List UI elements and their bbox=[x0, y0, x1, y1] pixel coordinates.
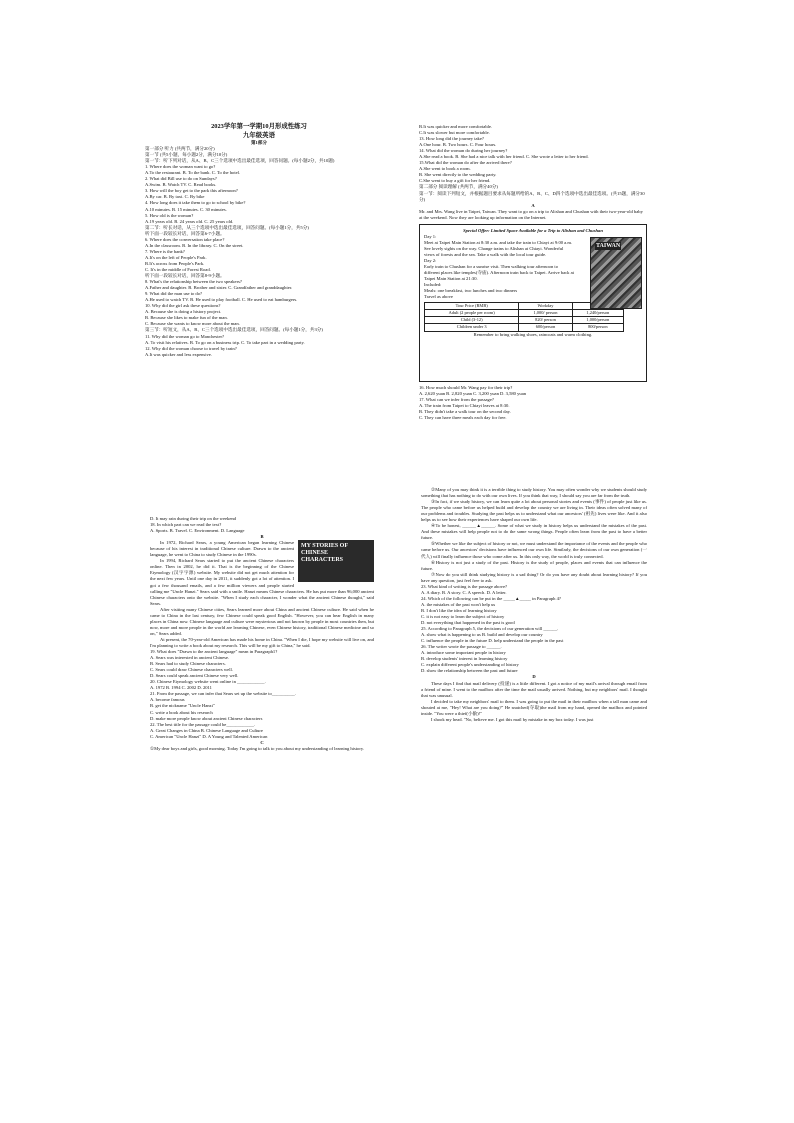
text-line: A.19 years old. B. 24 years old. C. 25 years old. bbox=[145, 218, 234, 224]
text-line: 听下面一段较长对话，回答第8-9小题。 bbox=[145, 273, 225, 279]
text-line: A. 2,620 yuan B. 2,820 yuan C. 3,200 yuan D. 3,580 yuan bbox=[419, 390, 527, 396]
table-cell: Adult (2 people per room) bbox=[425, 310, 519, 317]
column-1 bbox=[145, 122, 373, 358]
text-line: C. American "Uncle Hanzi" D. A Young and Talented American bbox=[150, 733, 268, 739]
ad-line: Day 1: bbox=[424, 233, 437, 239]
text-line: 8. What's the relationship between the two speakers? bbox=[145, 279, 242, 285]
text-line: D bbox=[532, 674, 536, 680]
paragraph: ⑦Now do you still think studying history is a sad thing? Or do you have any doubt about learning history? If you have any question, just feel free to ask. bbox=[421, 571, 647, 583]
paragraph: In 1972, Richard Sears, a young American began learning Chinese because of his interest in traditional Chinese culture. Drawn to the ancient language, he went to China to study Chinese in the 1990s. bbox=[150, 540, 294, 558]
text-line: 10. Why did the girl ask these questions? bbox=[145, 303, 221, 309]
table-row bbox=[425, 324, 624, 331]
ad-body bbox=[424, 234, 574, 301]
table-row bbox=[425, 317, 624, 324]
paragraph: These days I find that mail delivery (投递) is a little different. I got a notice of my mail's arrival through email from a friend of mine. I went to the mailbox after the time the mail usually arrived. Nothing, but my neighbors' mail. I thought that was unusual. bbox=[421, 680, 647, 698]
text-line: A.Swim. B. Watch TV. C. Read books. bbox=[145, 182, 217, 188]
text-line: A.To the restaurant. B. To the bank. C. To the hotel. bbox=[145, 170, 241, 176]
ad-line: Meet at Taipei Main Station at 8:30 a.m. and take the train to Chiayi at 9:00 a.m. See lovely sights on the way. Change trains to Alishan at Chiayi. Wonderful views of forests and the sea. Take a walk with the local tour guide. bbox=[424, 239, 573, 257]
text-line: A. introduce some important people in history bbox=[421, 650, 506, 656]
table-header-cell: Tour Price (RMB) bbox=[425, 303, 519, 310]
text-line: 4. How long does it take them to go to school by bike? bbox=[145, 200, 246, 206]
text-line: 5. How old is the woman? bbox=[145, 212, 194, 218]
text-line: D. make more people know about ancient Chinese characters bbox=[150, 715, 263, 721]
table-header-cell: Workday bbox=[519, 303, 572, 310]
text-line: A. show what is happening to us B. build and develop our country bbox=[421, 632, 543, 638]
paragraph: ③In fact, if we study history, we can learn quite a lot about personal stories and events (事件) of people just like us. The people who came before us helped build and develop the country we are living in. Their ideas often solved many of our problems and troubles. Studying the past helps us to understand what our ancestors' (祖先) lives were like. And it also helps us to see how their experiences have shaped our own life. bbox=[421, 499, 647, 523]
text-line: ①My dear boys and girls, good morning. Today I'm going to talk to you about my understanding of learning history. bbox=[150, 745, 364, 751]
passage-d bbox=[421, 681, 647, 723]
text-line: B. She went directly to the wedding party. bbox=[419, 172, 497, 178]
text-line: 第一节 (共5小题，每小题2分，满分10分) bbox=[145, 152, 228, 158]
ad-note: Remember to bring walking shoes, raincoats and warm clothing. bbox=[473, 331, 593, 337]
text-line: B. They didn't take a walk tour on the second day. bbox=[419, 408, 511, 414]
text-line: A. the mistakes of the past won't help us bbox=[421, 601, 496, 607]
text-line: A.One hour. B. Two hours. C. Four hours. bbox=[419, 142, 497, 148]
text-line: A. A diary. B. A story. C. A speech. D. A letter. bbox=[421, 589, 507, 595]
price-table-body bbox=[425, 310, 624, 331]
text-line: 第三节：听短文，从A、B、C三个选项中选出最佳选项，回答问题。(每小题1分，共3分) bbox=[145, 327, 323, 333]
exam-title: 2023学年第一学期10月形成性练习 bbox=[211, 123, 307, 130]
text-line: A.She read a book. B. She had a nice talk with her friend. C. She wrote a letter to her friend. bbox=[419, 154, 589, 160]
book-cover-image: MY STORIES OF CHINESE CHARACTERS bbox=[298, 540, 374, 582]
text-line: B. get the nickname "Uncle Hanzi" bbox=[150, 703, 215, 709]
text-line: C.She went to buy a gift for her friend. bbox=[419, 178, 491, 184]
question-18 bbox=[150, 516, 374, 540]
text-line: 1. Where does the woman want to go? bbox=[145, 164, 216, 170]
paragraph: At present, the 70-year-old American has made his home in China. "When I die, I hope my website will live on, and I'm planning to write a book about my research. This will be my gift to China," he said. bbox=[150, 636, 374, 648]
text-line: A. Sports. B. Travel. C. Environment. D. Language bbox=[150, 528, 245, 534]
paragraph: I decided to take my neighbors' mail to them. I was going to put the mail in their mailbox when a tall man came and shouted at me, "Hey! What are you doing?" He snatched(夺取)the mail from my hand, opened the mailbox and pointed inside. "You were a thief(小偷)!" bbox=[421, 698, 647, 716]
text-line: A. Sears was interested in ancient Chinese. bbox=[150, 655, 230, 661]
paragraph: ⑥History is not just a study of the past. History is the study of people, places and events that can influence the future. bbox=[421, 559, 647, 571]
paragraph: I shook my head. "No, believe me. I got this mail by mistake in my box today. I was just bbox=[431, 716, 594, 722]
ad-heading: Special Offer: Limited Space Available for a Trip to Alishan and Chushan bbox=[463, 227, 603, 233]
text-line: 9. What did the man use to do? bbox=[145, 291, 203, 297]
taiwan-photo-icon: TAIWAN bbox=[590, 237, 642, 309]
part-heading: 第1部分 bbox=[250, 140, 268, 145]
text-line: 21. From the passage, we can infer that Sears set up the website to__________. bbox=[150, 691, 296, 697]
text-line: 第一部分 听力 (共两节，满分20分) bbox=[145, 146, 215, 152]
text-line: 听下面一段较长对话，回答第6-7小题。 bbox=[145, 230, 225, 236]
text-line: 12. Why did the woman choose to travel by train? bbox=[145, 345, 237, 351]
text-line: A. 1972 B. 1994 C. 2002 D. 2011 bbox=[150, 685, 212, 691]
text-line: A.Father and daughter. B. Brother and sister. C. Grandfather and granddaughter. bbox=[145, 285, 293, 291]
column-3 bbox=[150, 516, 374, 752]
text-line: A.It's on the left of People's Park. bbox=[145, 254, 207, 260]
text-line: A. Because she is doing a history project. bbox=[145, 309, 222, 315]
paragraph: After visiting many Chinese cities, Sears learned more about China and ancient Chinese culture. He said when he came to China in the last century, few Chinese could speak good English. "However, you can hear English in many places in China now. Chinese language and culture were mysterious and not known by people in most countries then, but now, more and more people in the world are learning Chinese, even Chinese history, traditional Chinese medicine and so on," Sears added. bbox=[150, 606, 374, 636]
text-line: C. write a book about his research bbox=[150, 709, 213, 715]
paragraph: In 1994, Richard Sears started to put the ancient Chinese characters online. Then in 2002, he did it. That is the beginning of the Chinese Etymology (汉字字源) website. My website did not get much attention for the next few years. Until one day in 2011, it suddenly got a lot of attention. I got a few thousand emails, and a few million viewers and people started calling me "Uncle Hanzi." Sears said with a smile. Hanzi means Chinese characters. He has put more than 96,000 ancient Chinese characters onto the website. "When I study each character, I wonder what the ancient Chinese thought," said Sears. bbox=[150, 558, 374, 606]
questions-23-26 bbox=[421, 584, 647, 681]
text-line: 11. Why did the woman go to Manchester? bbox=[145, 333, 225, 339]
reading-intro bbox=[419, 124, 647, 221]
text-line: 7. Where is the bank? bbox=[145, 248, 185, 254]
text-line: A.By car. B. By taxi. C. By bike bbox=[145, 194, 205, 200]
text-line: A.It was quicker and less expensive. bbox=[145, 351, 212, 357]
text-line: B.It's across from People's Park. bbox=[145, 260, 205, 266]
exam-subject: 九年级英语 bbox=[243, 132, 275, 139]
text-line: C. it is not easy to learn the subject of history bbox=[421, 613, 505, 619]
text-line: 2. What did Bill use to do on Sundays? bbox=[145, 176, 217, 182]
text-line: 6. Where does the conversation take place? bbox=[145, 236, 225, 242]
questions-19-22 bbox=[150, 649, 374, 752]
paragraph: ②Many of you may think it is a terrible thing to study history. You may often wonder why we students should study something that has nothing to do with our own lives. If you think that way, I should say you are far from the truth. bbox=[421, 487, 647, 499]
trip-advertisement bbox=[419, 224, 647, 382]
table-cell: Children under 3 bbox=[425, 324, 519, 331]
text-line: A.She went to book a room. bbox=[419, 166, 471, 172]
text-line: 第一节：阅读下列短文，并根据题目要求从每题所给的A、B、C、D四个选项中选出最佳选项。(共15题，满分30分) bbox=[419, 190, 645, 202]
text-line: 20. Chinese Etymology website went online in ____________. bbox=[150, 679, 266, 685]
table-cell: 1,240/person bbox=[572, 310, 623, 317]
text-line: 24. Which of the following can be put in the _____▲_____ in Paragraph 4? bbox=[421, 595, 561, 601]
text-line: C. They can have three meals each day for free. bbox=[419, 414, 507, 420]
table-cell: 1,000/person bbox=[572, 317, 623, 324]
text-line: Mr. and Mrs. Wang live in Taipei, Taiwan. They want to go on a trip to Alishan and Chushan with their two-year-old baby at the weekend. Now they are looking up information on the Internet. bbox=[419, 208, 643, 220]
text-line: D. It may rain during their trip on the weekend bbox=[150, 516, 236, 521]
text-line: 26. The writer wrote the passage to ______. bbox=[421, 644, 502, 650]
text-line: 18. In which part can we read the text? bbox=[150, 522, 222, 528]
ad-line: Travel as above bbox=[424, 294, 453, 300]
text-line: A. become famous bbox=[150, 697, 185, 703]
text-line: C. explain different people's understanding of history bbox=[421, 662, 519, 668]
text-line: C. Because she wants to know more about the man. bbox=[145, 321, 240, 327]
text-line: 22. The best title for the passage could be____________. bbox=[150, 721, 256, 727]
column-4 bbox=[421, 487, 647, 723]
text-line: B. Sears had to study Chinese characters. bbox=[150, 661, 226, 667]
text-line: 23. What kind of writing is the passage above? bbox=[421, 583, 508, 589]
ad-line: Meals: one breakfast, two lunches and two dinners bbox=[424, 288, 518, 294]
column-2 bbox=[419, 124, 647, 421]
text-line: C. influence the people in the future D. help understand the people in the past bbox=[421, 638, 564, 644]
text-line: B. Because she likes to make fun of the man. bbox=[145, 315, 228, 321]
text-line: A. To visit his relatives. B. To go on a business trip. C. To take part in a wedding party. bbox=[145, 339, 305, 345]
table-cell: Child (3-12) bbox=[425, 317, 519, 324]
text-line: 第二节：听长对话，从三个选项中选出最佳选项，回答问题。(每小题1分，共5分) bbox=[145, 224, 309, 230]
ad-line: Early train to Chushan for a sunrise visit. Then walking tour afternoon to different places like temples(寺庙). Afternoon train back to Taipei. Arrive back at Taipei Main Station at 21:30. bbox=[424, 264, 574, 282]
text-line: A. Great Changes in China B. Chinese Language and Culture bbox=[150, 727, 263, 733]
listening-section bbox=[145, 146, 373, 358]
text-line: 14. What did the woman do during her journey? bbox=[419, 148, 508, 154]
text-line: C bbox=[260, 739, 264, 745]
text-line: 17. What can we infer from the passage? bbox=[419, 396, 494, 402]
table-row bbox=[425, 310, 624, 317]
text-line: A.In the classroom. B. In the library. C. On the street. bbox=[145, 242, 244, 248]
text-line: 第一节：听下列对话，从A、B、C三个选项中选出最佳选项，回答问题。(每小题2分，共10题) bbox=[145, 158, 335, 164]
paragraph: ④To be honest, ______▲______. Some of what we study in history helps us understand the mistakes of the past. And these mistakes will help people not to do the same wrong things. People often learn from the past to have a better future. bbox=[421, 523, 647, 541]
text-line: B. develop students' interest in learning history bbox=[421, 656, 508, 662]
questions-16-17 bbox=[419, 385, 647, 421]
text-line: 3. How will the boy get to the park this afternoon? bbox=[145, 188, 238, 194]
text-line: C.It was slower but more comfortable. bbox=[419, 130, 490, 136]
table-cell: 1,000/ person bbox=[519, 310, 572, 317]
text-line: B.It was quicker and more comfortable. bbox=[419, 124, 493, 129]
text-line: D. Sears could speak ancient Chinese very well. bbox=[150, 673, 239, 679]
text-line: 第二部分 阅读理解 (共两节，满分40分) bbox=[419, 184, 498, 190]
paragraph: ⑤Whether we like the subject of history or not, we must understand the importance of the events and the people who came before us. Our ancestors' decisions have influenced our own life. Similarly, the decisions of our own generation (一代人) will finally influence those who come after us. In this only way, the world is truly connected. bbox=[421, 541, 647, 559]
text-line: 15.What did the woman do after the arrived there? bbox=[419, 160, 512, 166]
text-line: B bbox=[260, 534, 264, 540]
text-line: 13. How long did the journey take? bbox=[419, 136, 484, 142]
text-line: A bbox=[531, 202, 535, 208]
text-line: B. I don't like the idea of learning history bbox=[421, 607, 497, 613]
text-line: C. Sears could draw Chinese characters well. bbox=[150, 667, 233, 673]
table-cell: 600/person bbox=[519, 324, 572, 331]
text-line: 25. According to Paragraph 5, the decisions of our generation will ______. bbox=[421, 626, 559, 632]
text-line: A. The train from Taipei to Chiayi leaves at 8:30. bbox=[419, 402, 510, 408]
text-line: 19. What does "Drawn to the ancient language" mean in Paragraph1? bbox=[150, 649, 278, 655]
text-line: D. show the relationship between the past and future bbox=[421, 668, 518, 674]
table-cell: 800/person bbox=[572, 324, 623, 331]
passage-c bbox=[421, 487, 647, 584]
ad-line: Day 2: bbox=[424, 257, 437, 263]
ad-line: Included: bbox=[424, 282, 442, 288]
text-line: 16. How much should Mr. Wang pay for their trip? bbox=[419, 384, 513, 390]
table-cell: 820/ person bbox=[519, 317, 572, 324]
text-line: C. It's in the middle of Forest Road. bbox=[145, 266, 211, 272]
text-line: A.He used to watch TV. B. He used to play football. C. He used to eat hamburgers. bbox=[145, 297, 298, 303]
text-line: A.10 minutes. B. 15 minutes. C. 30 minutes. bbox=[145, 206, 227, 212]
text-line: D. not everything that happened in the past is good bbox=[421, 620, 515, 626]
